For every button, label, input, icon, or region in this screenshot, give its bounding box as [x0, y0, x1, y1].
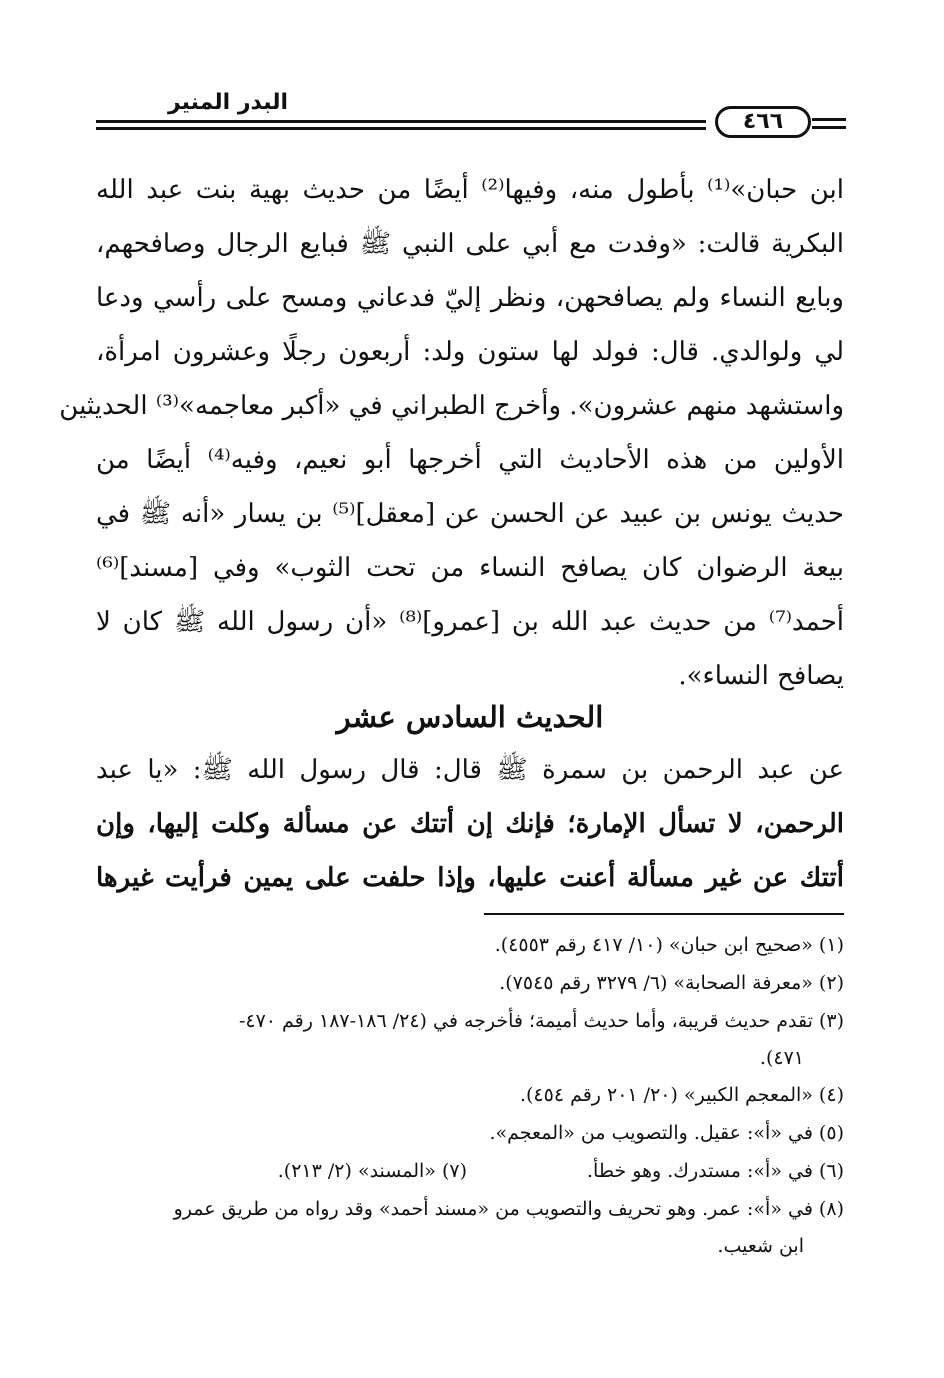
header-rule: [96, 120, 706, 123]
header-rule: [96, 127, 706, 130]
footnote: [96, 1002, 844, 1076]
footnote-continuation: ٤٧١).: [759, 1047, 804, 1069]
footnote: (٢) «معرفة الصحابة» (٦/ ٣٢٧٩ رقم ٧٥٤٥).: [499, 972, 844, 994]
text-line: عن عبد الرحمن بن سمرة ﷺ قال: قال رسول الله ﷺ: «يا عبد: [96, 755, 844, 785]
text-line: يصافح النساء».: [678, 661, 844, 691]
text-line: حديث يونس بن عبيد عن الحسن عن [معقل]⁽⁵⁾ بن يسار «أنه ﷺ في: [96, 499, 844, 529]
hadith-text: [96, 743, 844, 905]
footnote: (٥) في «أ»: عقيل. والتصويب من «المعجم».: [489, 1122, 844, 1144]
text-line: ابن حبان»⁽¹⁾ بأطول منه، وفيها⁽²⁾ أيضًا من حديث بهية بنت عبد الله: [96, 175, 844, 205]
body-text: [59, 163, 845, 703]
header-rule: [812, 118, 846, 121]
footnote: (٧) «المسند» (٢/ ٢١٣).: [277, 1160, 468, 1182]
text-line: أتتك عن غير مسألة أعنت عليها، وإذا حلفت على يمين فرأيت غيرها: [96, 863, 844, 893]
footnotes: [96, 926, 844, 1264]
text-line: لي ولوالدي. قال: فولد لها ستون ولد: أربعون رجلًا وعشرون امرأة،: [96, 337, 844, 367]
text-line: أحمد⁽⁷⁾ من حديث عبد الله بن [عمرو]⁽⁸⁾ «أن رسول الله ﷺ كان لا: [96, 607, 844, 637]
text-line: وبايع النساء ولم يصافحهن، ونظر إليّ فدعاني ومسح على رأسي ودعا: [96, 283, 844, 313]
page-number: ٤٦٦: [715, 106, 811, 138]
spacer: [467, 1152, 587, 1190]
text-line: البكرية قالت: «وفدت مع أبي على النبي ﷺ فبايع الرجال وصافحهم،: [96, 229, 844, 259]
section-heading: الحديث السادس عشر: [336, 700, 604, 734]
footnote: (١) «صحيح ابن حبان» (١٠/ ٤١٧ رقم ٤٥٥٣).: [494, 934, 844, 956]
text-line: الرحمن، لا تسأل الإمارة؛ فإنك إن أتتك عن مسألة وكلت إليها، وإن: [96, 809, 844, 839]
header-rule: [812, 126, 846, 129]
footnote-text: (٣) تقدم حديث قريبة، وأما حديث أميمة؛ فأخرجه في (٢٤/ ١٨٦-١٨٧ رقم ٤٧٠-: [238, 1010, 844, 1032]
footnote-continuation: ابن شعيب.: [717, 1235, 804, 1257]
footnote-text: (٨) في «أ»: عمر. وهو تحريف والتصويب من «مسند أحمد» وقد رواه من طريق عمرو: [173, 1198, 844, 1220]
footnote: (٤) «المعجم الكبير» (٢٠/ ٢٠١ رقم ٤٥٤).: [519, 1084, 844, 1106]
footnote: (٦) في «أ»: مستدرك. وهو خطأ.: [587, 1160, 844, 1182]
running-header-title: البدر المنير: [167, 90, 288, 115]
text-line: واستشهد منهم عشرون». وأخرج الطبراني في «أكبر معاجمه»⁽³⁾ الحديثين: [59, 391, 844, 421]
footnote-separator: [484, 913, 844, 915]
text-line: الأولين من هذه الأحاديث التي أخرجها أبو نعيم، وفيه⁽⁴⁾ أيضًا من: [96, 445, 845, 475]
text-line: بيعة الرضوان كان يصافح النساء من تحت الثوب» وفي [مسند]⁽⁶⁾: [96, 553, 844, 583]
footnote-pair: [96, 1152, 844, 1190]
footnote: [96, 1190, 844, 1264]
